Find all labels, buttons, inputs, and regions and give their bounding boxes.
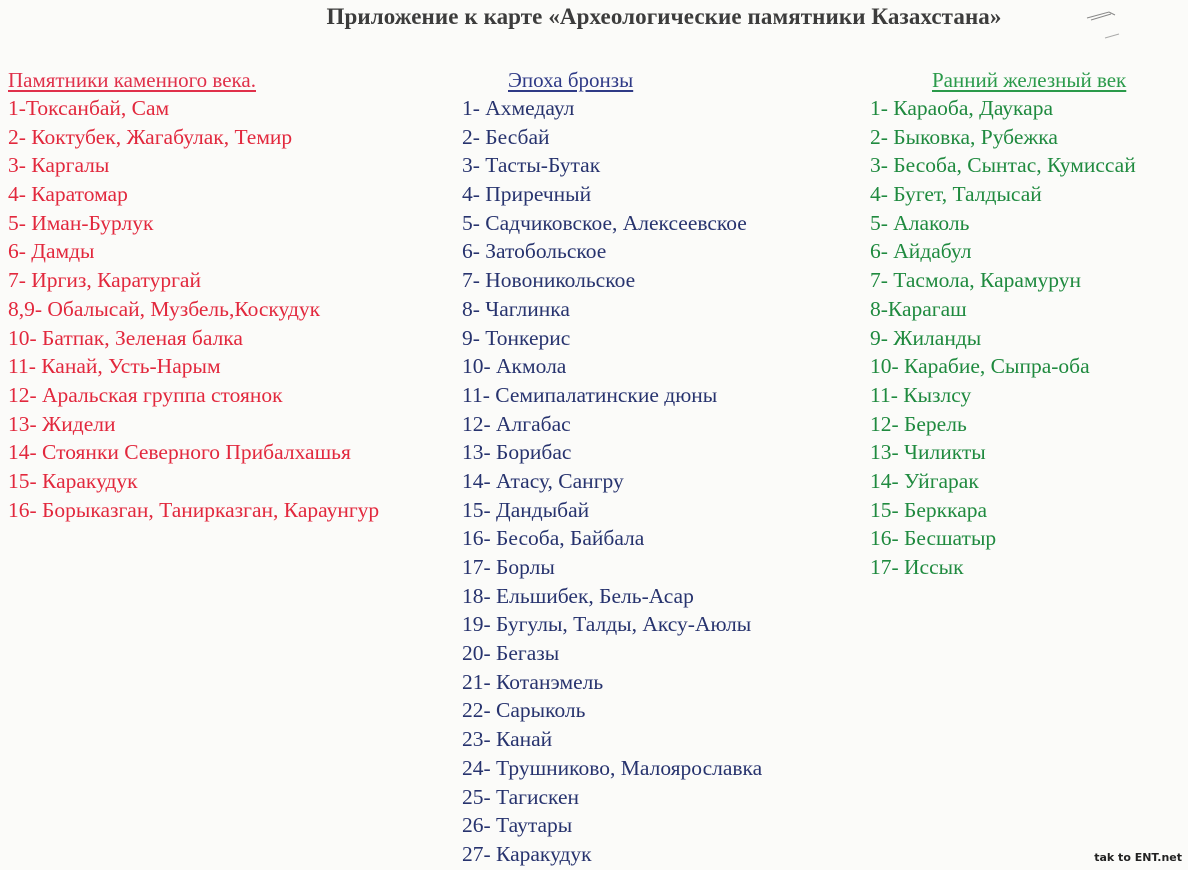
- iron-age-item: 5- Алаколь: [870, 210, 970, 235]
- stone-age-item: 5- Иман-Бурлук: [8, 210, 154, 235]
- iron-age-list: [870, 94, 1136, 582]
- bronze-age-heading: Эпоха бронзы: [508, 68, 634, 92]
- bronze-age-item: 26- Таутары: [462, 813, 573, 838]
- bronze-age-item: 22- Сарыколь: [462, 698, 586, 723]
- watermark: tak to ENT.net: [1094, 851, 1182, 864]
- bronze-age-item: 14- Атасу, Сангру: [462, 468, 624, 493]
- stone-age-item: 12- Аральская группа стоянок: [8, 382, 283, 407]
- bronze-age-item: 6- Затобольское: [462, 239, 607, 264]
- stone-age-item: 10- Батпак, Зеленая балка: [8, 325, 243, 350]
- stone-age-item: 2- Коктубек, Жагабулак, Темир: [8, 124, 293, 149]
- bronze-age-item: 17- Борлы: [462, 555, 555, 579]
- document-title: [0, 4, 1188, 30]
- pen-mark-decoration: [1085, 6, 1125, 46]
- bronze-age-item: 18- Ельшибек, Бель-Асар: [462, 583, 694, 608]
- bronze-age-item: 4- Приречный: [462, 182, 592, 207]
- bronze-age-item: 13- Борибас: [462, 440, 572, 465]
- iron-age-item: 11- Кызлсу: [870, 382, 972, 407]
- bronze-age-item: 2- Бесбай: [462, 124, 550, 149]
- bronze-age-item: 7- Новоникольское: [462, 268, 636, 293]
- stone-age-column: [8, 66, 379, 524]
- bronze-age-item: 3- Тасты-Бутак: [462, 153, 601, 178]
- iron-age-item: 12- Берель: [870, 411, 967, 436]
- stone-age-heading: Памятники каменного века.: [8, 68, 256, 92]
- bronze-age-item: 9- Тонкерис: [462, 325, 571, 350]
- stone-age-item: 11- Канай, Усть-Нарым: [8, 354, 221, 379]
- bronze-age-column: [462, 66, 762, 869]
- iron-age-item: 17- Иссык: [870, 555, 964, 579]
- bronze-age-item: 11- Семипалатинские дюны: [462, 382, 718, 407]
- bronze-age-item: 5- Садчиковское, Алексеевское: [462, 210, 747, 235]
- bronze-age-item: 15- Дандыбай: [462, 497, 590, 522]
- stone-age-item: 6- Дамды: [8, 239, 95, 264]
- iron-age-item: 3- Бесоба, Сынтас, Кумиссай: [870, 153, 1136, 178]
- bronze-age-list: [462, 94, 762, 869]
- document-title-text: Приложение к карте «Археологические памятники Казахстана»: [326, 4, 1002, 29]
- bronze-age-item: 12- Алгабас: [462, 411, 571, 436]
- stone-age-item: 8,9- Обалысай, Музбель,Коскудук: [8, 296, 321, 321]
- stone-age-item: 13- Жидели: [8, 411, 116, 436]
- bronze-age-item: 16- Бесоба, Байбала: [462, 526, 645, 551]
- bronze-age-item: 21- Котанэмель: [462, 669, 604, 694]
- stone-age-item: 16- Борыказган, Танирказган, Караунгур: [8, 497, 380, 522]
- stone-age-item: 3- Каргалы: [8, 153, 110, 178]
- iron-age-column: [870, 66, 1136, 582]
- iron-age-item: 16- Бесшатыр: [870, 526, 997, 551]
- iron-age-item: 1- Караоба, Даукара: [870, 96, 1053, 120]
- iron-age-item: 7- Тасмола, Карамурун: [870, 268, 1082, 293]
- bronze-age-item: 20- Бегазы: [462, 641, 560, 666]
- bronze-age-item: 19- Бугулы, Талды, Аксу-Аюлы: [462, 612, 752, 637]
- stone-age-item: 7- Иргиз, Каратургай: [8, 268, 201, 293]
- stone-age-item: 14- Стоянки Северного Прибалхашья: [8, 440, 351, 465]
- stone-age-item: 15- Каракудук: [8, 468, 138, 493]
- iron-age-item: 6- Айдабул: [870, 239, 972, 264]
- stone-age-item: 4- Каратомар: [8, 182, 128, 207]
- bronze-age-item: 8- Чаглинка: [462, 296, 570, 321]
- iron-age-item: 9- Жиланды: [870, 325, 982, 350]
- stone-age-list: [8, 94, 379, 524]
- bronze-age-item: 24- Трушниково, Малоярославка: [462, 755, 763, 780]
- iron-age-item: 15- Берккара: [870, 497, 988, 522]
- iron-age-item: 4- Бугет, Талдысай: [870, 182, 1042, 207]
- bronze-age-item: 27- Каракудук: [462, 841, 592, 866]
- iron-age-heading: Ранний железный век: [932, 68, 1127, 92]
- bronze-age-item: 25- Тагискен: [462, 784, 580, 809]
- iron-age-item: 2- Быковка, Рубежка: [870, 124, 1058, 149]
- bronze-age-item: 10- Акмола: [462, 354, 567, 379]
- iron-age-item: 13- Чиликты: [870, 440, 986, 465]
- bronze-age-item: 23- Канай: [462, 727, 553, 752]
- iron-age-item: 10- Карабие, Сыпра-оба: [870, 354, 1090, 379]
- bronze-age-item: 1- Ахмедаул: [462, 96, 575, 120]
- stone-age-item: 1-Токсанбай, Сам: [8, 96, 170, 120]
- iron-age-item: 8-Карагаш: [870, 296, 967, 321]
- iron-age-item: 14- Уйгарак: [870, 468, 979, 493]
